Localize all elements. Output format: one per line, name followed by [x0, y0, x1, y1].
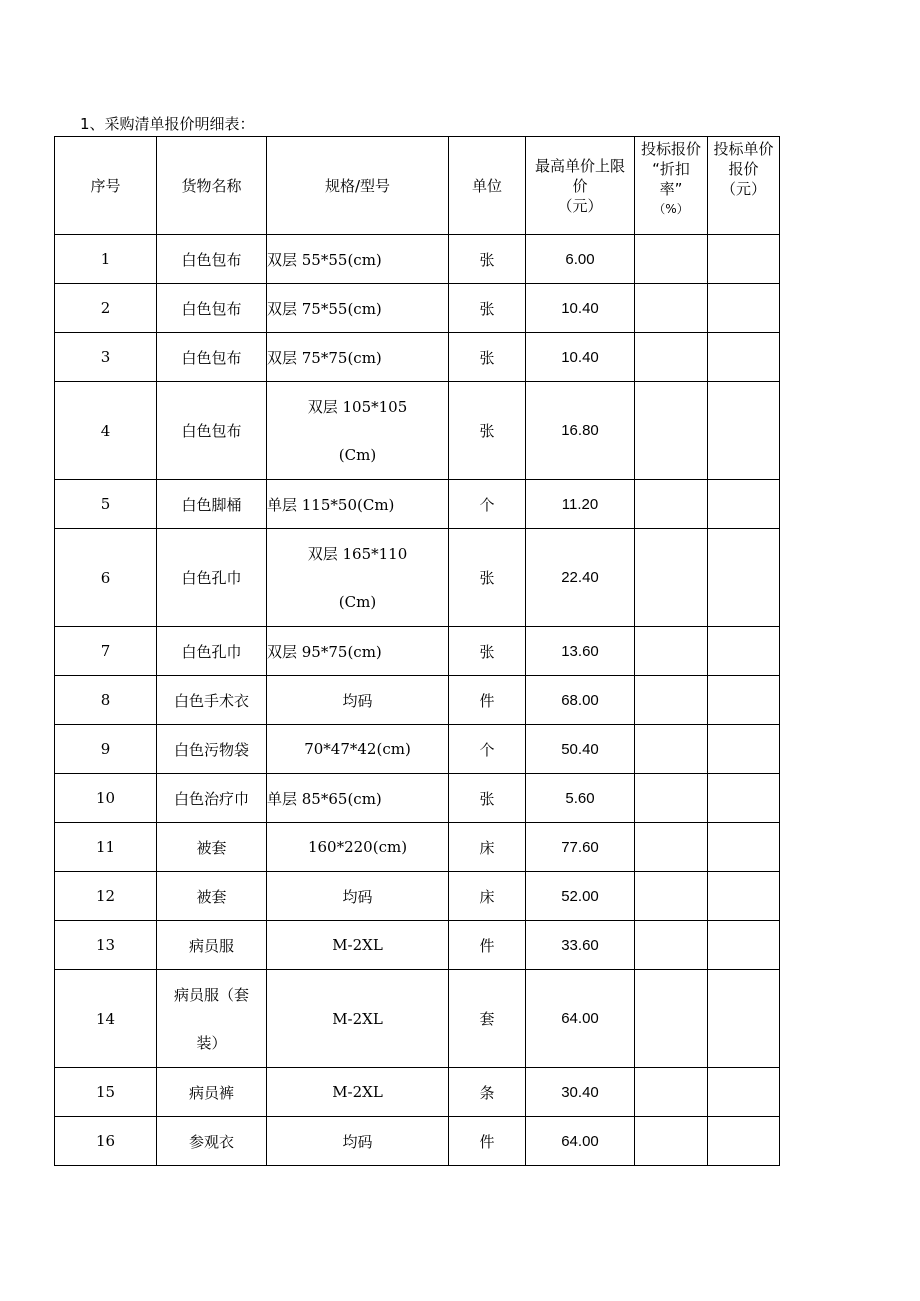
table-row: [55, 725, 780, 774]
cell-discount-input[interactable]: [635, 529, 708, 627]
cell-price: 33.60: [526, 921, 635, 970]
cell-discount-input[interactable]: [635, 676, 708, 725]
cell-spec: M-2XL: [267, 921, 449, 970]
cell-seq: 3: [55, 333, 157, 382]
cell-seq: 2: [55, 284, 157, 333]
cell-bid-price-input[interactable]: [708, 480, 780, 529]
table-row: [55, 970, 780, 1068]
header-discount: 投标报价 “折扣 率” （%）: [635, 137, 708, 235]
cell-seq: 16: [55, 1117, 157, 1166]
cell-spec: M-2XL: [267, 970, 449, 1068]
cell-discount-input[interactable]: [635, 970, 708, 1068]
cell-discount-input[interactable]: [635, 480, 708, 529]
table-row: [55, 872, 780, 921]
cell-bid-price-input[interactable]: [708, 1068, 780, 1117]
cell-name: 病员服: [157, 921, 267, 970]
cell-unit: 张: [449, 284, 526, 333]
table-row: [55, 823, 780, 872]
cell-discount-input[interactable]: [635, 627, 708, 676]
cell-discount-input[interactable]: [635, 284, 708, 333]
header-unit: 单位: [449, 137, 526, 235]
cell-seq: 7: [55, 627, 157, 676]
cell-name: 白色手术衣: [157, 676, 267, 725]
cell-bid-price-input[interactable]: [708, 333, 780, 382]
quote-table: [54, 136, 780, 1166]
cell-name: 参观衣: [157, 1117, 267, 1166]
cell-bid-price-input[interactable]: [708, 872, 780, 921]
cell-price: 10.40: [526, 284, 635, 333]
cell-discount-input[interactable]: [635, 823, 708, 872]
cell-discount-input[interactable]: [635, 725, 708, 774]
cell-unit: 个: [449, 480, 526, 529]
cell-unit: 张: [449, 235, 526, 284]
cell-price: 64.00: [526, 970, 635, 1068]
cell-spec: M-2XL: [267, 1068, 449, 1117]
cell-seq: 1: [55, 235, 157, 284]
cell-seq: 8: [55, 676, 157, 725]
cell-bid-price-input[interactable]: [708, 627, 780, 676]
cell-spec: 双层 75*55(cm): [267, 284, 449, 333]
cell-price: 6.00: [526, 235, 635, 284]
table-heading: 1、采购清单报价明细表：: [80, 115, 255, 133]
cell-seq: 15: [55, 1068, 157, 1117]
cell-discount-input[interactable]: [635, 1117, 708, 1166]
table-row: [55, 676, 780, 725]
cell-bid-price-input[interactable]: [708, 823, 780, 872]
cell-discount-input[interactable]: [635, 774, 708, 823]
cell-unit: 床: [449, 872, 526, 921]
cell-unit: 床: [449, 823, 526, 872]
cell-seq: 12: [55, 872, 157, 921]
table-row: [55, 1068, 780, 1117]
cell-name: 白色脚桶: [157, 480, 267, 529]
table-row: [55, 333, 780, 382]
cell-name: 白色包布: [157, 284, 267, 333]
table-row: [55, 529, 780, 627]
cell-name: 被套: [157, 823, 267, 872]
cell-discount-input[interactable]: [635, 872, 708, 921]
cell-name: 白色污物袋: [157, 725, 267, 774]
cell-price: 16.80: [526, 382, 635, 480]
table-row: [55, 480, 780, 529]
cell-bid-price-input[interactable]: [708, 921, 780, 970]
cell-unit: 件: [449, 676, 526, 725]
cell-price: 50.40: [526, 725, 635, 774]
cell-spec: 单层 115*50(Cm): [267, 480, 449, 529]
cell-unit: 张: [449, 382, 526, 480]
cell-unit: 张: [449, 333, 526, 382]
cell-price: 68.00: [526, 676, 635, 725]
cell-seq: 6: [55, 529, 157, 627]
cell-name: 白色包布: [157, 382, 267, 480]
cell-price: 10.40: [526, 333, 635, 382]
table-row: [55, 235, 780, 284]
cell-bid-price-input[interactable]: [708, 235, 780, 284]
cell-name: 白色包布: [157, 235, 267, 284]
cell-unit: 条: [449, 1068, 526, 1117]
cell-spec: 160*220(cm): [267, 823, 449, 872]
header-bid-price: 投标单价 报价 （元）: [708, 137, 780, 235]
cell-price: 30.40: [526, 1068, 635, 1117]
cell-spec: 均码: [267, 872, 449, 921]
cell-bid-price-input[interactable]: [708, 970, 780, 1068]
cell-discount-input[interactable]: [635, 333, 708, 382]
table-row: [55, 774, 780, 823]
cell-unit: 件: [449, 921, 526, 970]
cell-bid-price-input[interactable]: [708, 1117, 780, 1166]
cell-seq: 4: [55, 382, 157, 480]
cell-unit: 张: [449, 774, 526, 823]
cell-name: 白色治疗巾: [157, 774, 267, 823]
cell-price: 64.00: [526, 1117, 635, 1166]
cell-price: 11.20: [526, 480, 635, 529]
cell-unit: 张: [449, 529, 526, 627]
cell-discount-input[interactable]: [635, 1068, 708, 1117]
cell-seq: 14: [55, 970, 157, 1068]
cell-spec: 双层 55*55(cm): [267, 235, 449, 284]
cell-spec: 双层 105*105 (Cm): [267, 382, 449, 480]
cell-bid-price-input[interactable]: [708, 284, 780, 333]
cell-seq: 10: [55, 774, 157, 823]
cell-unit: 套: [449, 970, 526, 1068]
header-row: [55, 137, 780, 235]
cell-price: 13.60: [526, 627, 635, 676]
cell-price: 5.60: [526, 774, 635, 823]
header-name: 货物名称: [157, 137, 267, 235]
cell-name: 被套: [157, 872, 267, 921]
cell-bid-price-input[interactable]: [708, 529, 780, 627]
table-row: [55, 921, 780, 970]
cell-seq: 5: [55, 480, 157, 529]
cell-name: 白色包布: [157, 333, 267, 382]
header-seq: 序号: [55, 137, 157, 235]
cell-price: 52.00: [526, 872, 635, 921]
cell-seq: 11: [55, 823, 157, 872]
cell-spec: 单层 85*65(cm): [267, 774, 449, 823]
table-row: [55, 627, 780, 676]
cell-unit: 个: [449, 725, 526, 774]
cell-name: 白色孔巾: [157, 627, 267, 676]
cell-seq: 9: [55, 725, 157, 774]
header-spec: 规格/型号: [267, 137, 449, 235]
cell-discount-input[interactable]: [635, 382, 708, 480]
cell-discount-input[interactable]: [635, 921, 708, 970]
cell-spec: 均码: [267, 676, 449, 725]
cell-name: 白色孔巾: [157, 529, 267, 627]
cell-spec: 70*47*42(cm): [267, 725, 449, 774]
cell-unit: 张: [449, 627, 526, 676]
cell-bid-price-input[interactable]: [708, 774, 780, 823]
header-max-price: 最高单价上限 价 （元）: [526, 137, 635, 235]
cell-price: 22.40: [526, 529, 635, 627]
cell-discount-input[interactable]: [635, 235, 708, 284]
table-row: [55, 284, 780, 333]
cell-price: 77.60: [526, 823, 635, 872]
cell-spec: 双层 95*75(cm): [267, 627, 449, 676]
cell-bid-price-input[interactable]: [708, 725, 780, 774]
cell-spec: 均码: [267, 1117, 449, 1166]
cell-spec: 双层 75*75(cm): [267, 333, 449, 382]
cell-name: 病员服（套 装）: [157, 970, 267, 1068]
cell-seq: 13: [55, 921, 157, 970]
cell-bid-price-input[interactable]: [708, 676, 780, 725]
table-row: [55, 382, 780, 480]
cell-bid-price-input[interactable]: [708, 382, 780, 480]
cell-unit: 件: [449, 1117, 526, 1166]
cell-name: 病员裤: [157, 1068, 267, 1117]
table-row: [55, 1117, 780, 1166]
cell-spec: 双层 165*110 (Cm): [267, 529, 449, 627]
